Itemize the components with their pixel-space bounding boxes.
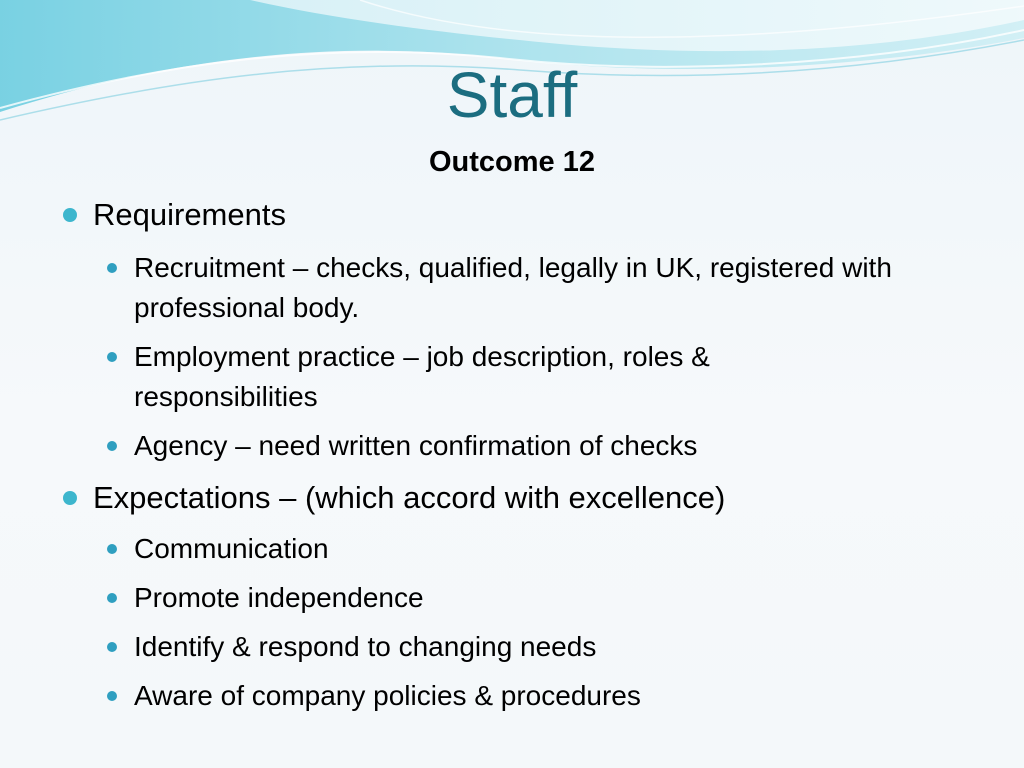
list-item: Aware of company policies & procedures [134,680,641,711]
list-item: Communication [134,533,329,564]
list-item: Employment practice – job description, roles & responsibilities [134,341,710,412]
list-item: Identify & respond to changing needs [134,631,597,662]
bullet-dot [63,491,77,505]
bullet-dot [107,544,117,554]
section-heading-expectations: Expectations – (which accord with excellence) [93,480,726,515]
section-heading-requirements: Requirements [93,197,286,232]
bullet-dot [107,691,117,701]
bullet-dot [107,642,117,652]
slide-subtitle: Outcome 12 [429,146,595,178]
bullet-dot [107,352,117,362]
bullet-dot [107,263,117,273]
list-item: Promote independence [134,582,424,613]
bullet-dot [63,208,77,222]
list-item: Agency – need written confirmation of checks [134,430,698,461]
slide-title: Staff [446,59,578,131]
bullet-dot [107,441,117,451]
list-item: Recruitment – checks, qualified, legally in UK, registered with professional body. [134,252,892,323]
bullet-dot [107,593,117,603]
